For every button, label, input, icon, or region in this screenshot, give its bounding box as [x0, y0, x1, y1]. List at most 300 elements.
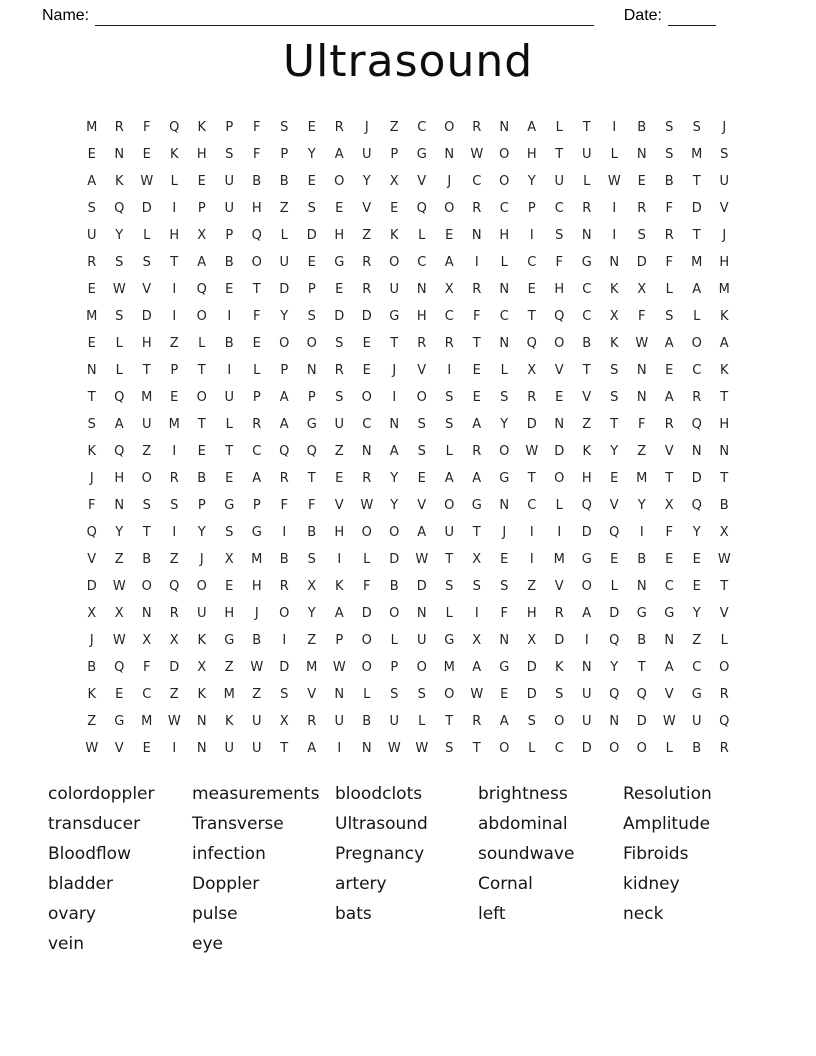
grid-letter: G	[471, 498, 482, 513]
grid-letter: Z	[527, 579, 537, 594]
grid-letter: O	[361, 525, 372, 540]
grid-letter: G	[499, 660, 510, 675]
grid-letter: Q	[609, 525, 620, 540]
grid-letter: U	[279, 255, 289, 270]
grid-letter: N	[114, 498, 125, 513]
grid-letter: R	[582, 201, 592, 216]
grid-letter: E	[197, 174, 206, 189]
grid-letter: C	[444, 309, 454, 324]
grid-letter: P	[170, 363, 179, 378]
grid-letter: R	[692, 390, 702, 405]
grid-letter: T	[472, 525, 481, 540]
grid-letter: T	[582, 363, 591, 378]
grid-letter: C	[362, 417, 372, 432]
grid-letter: U	[224, 201, 234, 216]
grid-letter: R	[334, 363, 344, 378]
grid-letter: M	[636, 471, 648, 486]
grid-letter: D	[334, 309, 345, 324]
grid-letter: L	[225, 417, 233, 432]
grid-row	[78, 303, 738, 330]
grid-letter: F	[555, 255, 563, 270]
grid-letter: L	[390, 633, 398, 648]
grid-letter: I	[337, 552, 342, 567]
grid-letter: T	[472, 336, 481, 351]
grid-letter: H	[719, 255, 730, 270]
grid-letter: N	[499, 633, 510, 648]
grid-letter: D	[691, 471, 702, 486]
grid-letter: B	[389, 579, 399, 594]
grid-letter: Y	[115, 525, 124, 540]
word-list-item: colordoppler	[48, 784, 155, 804]
grid-letter: D	[636, 255, 647, 270]
grid-letter: O	[581, 579, 592, 594]
grid-letter: L	[253, 363, 261, 378]
grid-letter: G	[306, 417, 317, 432]
grid-letter: G	[251, 525, 262, 540]
grid-letter: X	[444, 282, 454, 297]
grid-letter: L	[610, 579, 618, 594]
grid-row	[78, 438, 738, 465]
grid-letter: L	[583, 174, 591, 189]
grid-letter: L	[665, 282, 673, 297]
grid-letter: N	[664, 633, 675, 648]
word-list-item: Bloodflow	[48, 844, 131, 864]
grid-letter: L	[665, 741, 673, 756]
word-list-item: pulse	[192, 904, 238, 924]
grid-letter: R	[527, 390, 537, 405]
grid-letter: Q	[719, 714, 730, 729]
grid-letter: R	[307, 714, 317, 729]
grid-letter: W	[85, 741, 99, 756]
grid-letter: O	[389, 525, 400, 540]
grid-letter: O	[361, 660, 372, 675]
grid-letter: T	[472, 741, 481, 756]
grid-letter: Z	[252, 687, 262, 702]
grid-letter: N	[581, 228, 592, 243]
grid-letter: E	[445, 228, 454, 243]
grid-letter: D	[636, 714, 647, 729]
grid-letter: Y	[307, 606, 316, 621]
grid-letter: B	[307, 525, 317, 540]
grid-letter: P	[280, 363, 289, 378]
word-list-item: vein	[48, 934, 85, 954]
grid-letter: T	[197, 363, 206, 378]
grid-letter: T	[720, 390, 729, 405]
grid-letter: Y	[390, 498, 399, 513]
grid-letter: V	[664, 687, 674, 702]
grid-letter: V	[417, 363, 427, 378]
grid-letter: E	[390, 201, 399, 216]
grid-letter: T	[555, 147, 564, 162]
grid-letter: U	[444, 525, 454, 540]
grid-letter: A	[582, 606, 592, 621]
grid-letter: L	[500, 363, 508, 378]
grid-letter: R	[279, 471, 289, 486]
grid-letter: N	[334, 687, 345, 702]
grid-letter: N	[499, 498, 510, 513]
grid-letter: W	[415, 552, 429, 567]
grid-letter: Q	[196, 282, 207, 297]
grid-letter: X	[169, 633, 179, 648]
grid-letter: H	[554, 282, 565, 297]
grid-letter: Q	[581, 498, 592, 513]
grid-letter: G	[444, 633, 455, 648]
grid-letter: X	[224, 552, 234, 567]
grid-letter: G	[499, 471, 510, 486]
grid-letter: F	[638, 417, 646, 432]
grid-letter: K	[114, 174, 124, 189]
grid-letter: V	[719, 201, 729, 216]
grid-letter: S	[417, 417, 426, 432]
grid-letter: S	[170, 498, 179, 513]
grid-letter: X	[87, 606, 97, 621]
grid-letter: F	[500, 606, 508, 621]
grid-letter: L	[363, 552, 371, 567]
grid-letter: O	[389, 255, 400, 270]
grid-letter: B	[637, 120, 647, 135]
grid-letter: C	[582, 282, 592, 297]
grid-letter: S	[610, 390, 619, 405]
grid-letter: O	[499, 741, 510, 756]
grid-letter: O	[279, 336, 290, 351]
grid-letter: U	[581, 147, 592, 162]
grid-letter: G	[114, 714, 125, 729]
grid-letter: O	[609, 741, 620, 756]
grid-letter: N	[416, 606, 427, 621]
grid-letter: L	[445, 444, 453, 459]
word-list-item: Pregnancy	[335, 844, 425, 864]
grid-letter: V	[582, 390, 592, 405]
grid-letter: S	[142, 255, 151, 270]
grid-letter: B	[692, 741, 702, 756]
word-list-item: Ultrasound	[335, 814, 428, 834]
grid-letter: F	[473, 309, 481, 324]
grid-letter: W	[360, 498, 374, 513]
grid-letter: B	[142, 552, 152, 567]
grid-letter: N	[636, 579, 647, 594]
grid-letter: S	[417, 687, 426, 702]
grid-letter: H	[251, 201, 262, 216]
grid-letter: N	[114, 147, 125, 162]
grid-letter: T	[225, 444, 234, 459]
grid-letter: C	[417, 255, 427, 270]
grid-letter: Y	[307, 147, 316, 162]
grid-letter: G	[691, 687, 702, 702]
grid-letter: S	[87, 201, 96, 216]
grid-letter: L	[445, 606, 453, 621]
grid-letter: I	[529, 525, 534, 540]
grid-letter: E	[87, 282, 96, 297]
grid-letter: C	[527, 498, 537, 513]
grid-letter: X	[307, 579, 317, 594]
word-list	[48, 779, 778, 959]
grid-letter: G	[636, 606, 647, 621]
grid-letter: O	[444, 120, 455, 135]
grid-letter: Y	[280, 309, 289, 324]
grid-letter: B	[637, 633, 647, 648]
grid-letter: T	[692, 228, 701, 243]
grid-letter: H	[334, 228, 345, 243]
grid-letter: O	[719, 660, 730, 675]
grid-letter: S	[445, 417, 454, 432]
grid-letter: E	[362, 363, 371, 378]
grid-letter: W	[112, 579, 126, 594]
grid-letter: S	[665, 147, 674, 162]
grid-letter: Q	[691, 417, 702, 432]
grid-letter: Q	[636, 687, 647, 702]
grid-letter: Z	[389, 120, 399, 135]
grid-letter: L	[555, 498, 563, 513]
grid-letter: L	[143, 228, 151, 243]
grid-letter: V	[334, 498, 344, 513]
grid-letter: R	[472, 201, 482, 216]
grid-row	[78, 114, 738, 141]
grid-letter: U	[581, 714, 592, 729]
word-list-item: Doppler	[192, 874, 260, 894]
grid-letter: G	[224, 498, 235, 513]
grid-letter: N	[306, 363, 317, 378]
grid-letter: I	[227, 309, 232, 324]
word-list-item: Amplitude	[623, 814, 711, 834]
word-list-item: left	[478, 904, 506, 924]
grid-letter: R	[334, 120, 344, 135]
grid-letter: M	[443, 660, 455, 675]
grid-letter: H	[224, 606, 235, 621]
grid-letter: F	[88, 498, 96, 513]
grid-letter: O	[554, 471, 565, 486]
name-blank-line	[95, 6, 594, 26]
grid-letter: S	[417, 444, 426, 459]
grid-letter: S	[390, 687, 399, 702]
grid-letter: J	[254, 606, 259, 621]
grid-letter: A	[87, 174, 97, 189]
grid-letter: U	[224, 741, 234, 756]
grid-letter: N	[141, 606, 152, 621]
grid-letter: H	[114, 471, 125, 486]
grid-letter: B	[252, 633, 262, 648]
grid-letter: B	[582, 336, 592, 351]
grid-letter: N	[86, 363, 97, 378]
grid-letter: O	[361, 390, 372, 405]
grid-letter: E	[500, 552, 509, 567]
grid-letter: O	[499, 174, 510, 189]
grid-letter: A	[334, 147, 344, 162]
grid-letter: F	[253, 147, 261, 162]
grid-letter: E	[225, 282, 234, 297]
grid-letter: I	[639, 525, 644, 540]
grid-letter: I	[474, 255, 479, 270]
grid-letter: E	[335, 471, 344, 486]
grid-row	[78, 627, 738, 654]
grid-letter: S	[500, 579, 509, 594]
grid-letter: D	[526, 660, 537, 675]
word-list-item: artery	[335, 874, 387, 894]
grid-letter: R	[472, 282, 482, 297]
grid-letter: Q	[114, 390, 125, 405]
word-list-column	[623, 779, 763, 959]
grid-letter: S	[307, 309, 316, 324]
grid-letter: O	[334, 174, 345, 189]
grid-letter: X	[527, 363, 537, 378]
grid-letter: Q	[554, 309, 565, 324]
grid-letter: N	[499, 282, 510, 297]
grid-letter: A	[664, 336, 674, 351]
word-search-grid	[78, 114, 738, 762]
grid-letter: S	[610, 363, 619, 378]
word-list-item: abdominal	[478, 814, 568, 834]
grid-letter: A	[279, 417, 289, 432]
grid-row	[78, 465, 738, 492]
grid-letter: H	[334, 525, 345, 540]
grid-letter: Z	[279, 201, 289, 216]
grid-letter: W	[662, 714, 676, 729]
grid-letter: H	[416, 309, 427, 324]
grid-letter: E	[555, 390, 564, 405]
grid-row	[78, 276, 738, 303]
grid-letter: E	[665, 363, 674, 378]
grid-letter: C	[499, 201, 509, 216]
grid-letter: Z	[224, 660, 234, 675]
grid-letter: T	[720, 579, 729, 594]
word-list-item: bladder	[48, 874, 113, 894]
grid-letter: V	[719, 606, 729, 621]
grid-letter: T	[252, 282, 261, 297]
grid-letter: W	[112, 282, 126, 297]
grid-letter: D	[691, 201, 702, 216]
grid-letter: S	[280, 120, 289, 135]
grid-letter: S	[225, 147, 234, 162]
grid-letter: E	[115, 687, 124, 702]
grid-letter: S	[445, 579, 454, 594]
grid-letter: S	[115, 309, 124, 324]
grid-letter: B	[279, 552, 289, 567]
grid-letter: S	[280, 687, 289, 702]
grid-letter: A	[417, 525, 427, 540]
grid-letter: M	[306, 660, 318, 675]
grid-letter: E	[225, 471, 234, 486]
grid-letter: O	[499, 444, 510, 459]
grid-letter: X	[472, 633, 482, 648]
grid-row	[78, 546, 738, 573]
grid-letter: D	[389, 552, 400, 567]
grid-letter: I	[474, 606, 479, 621]
grid-letter: Y	[500, 417, 509, 432]
grid-letter: P	[335, 633, 344, 648]
grid-letter: P	[225, 228, 234, 243]
grid-letter: E	[417, 471, 426, 486]
grid-letter: Z	[169, 552, 179, 567]
grid-letter: J	[364, 120, 369, 135]
grid-letter: F	[143, 120, 151, 135]
grid-letter: M	[691, 147, 703, 162]
grid-letter: Z	[169, 336, 179, 351]
grid-letter: H	[196, 147, 207, 162]
grid-letter: G	[224, 633, 235, 648]
grid-letter: O	[416, 660, 427, 675]
grid-letter: A	[114, 417, 124, 432]
grid-letter: E	[472, 390, 481, 405]
grid-letter: N	[636, 390, 647, 405]
grid-letter: L	[693, 309, 701, 324]
grid-letter: T	[692, 174, 701, 189]
grid-letter: S	[87, 417, 96, 432]
grid-letter: S	[527, 714, 536, 729]
word-list-item: transducer	[48, 814, 141, 834]
grid-letter: R	[664, 417, 674, 432]
grid-letter: B	[197, 471, 207, 486]
grid-letter: K	[169, 147, 179, 162]
grid-letter: S	[720, 147, 729, 162]
grid-letter: C	[582, 309, 592, 324]
grid-letter: Q	[169, 120, 180, 135]
word-list-item: bats	[335, 904, 372, 924]
grid-letter: Y	[692, 606, 701, 621]
grid-letter: I	[529, 552, 534, 567]
grid-letter: D	[279, 282, 290, 297]
grid-letter: X	[279, 714, 289, 729]
grid-letter: V	[664, 444, 674, 459]
grid-letter: M	[553, 552, 565, 567]
grid-letter: R	[719, 741, 729, 756]
grid-letter: F	[363, 579, 371, 594]
grid-letter: S	[665, 309, 674, 324]
name-label: Name:	[42, 7, 90, 24]
grid-letter: Z	[582, 417, 592, 432]
grid-letter: R	[362, 471, 372, 486]
grid-letter: S	[307, 552, 316, 567]
grid-letter: P	[197, 498, 206, 513]
grid-row	[78, 411, 738, 438]
grid-letter: U	[416, 633, 427, 648]
grid-letter: E	[225, 579, 234, 594]
grid-letter: A	[719, 336, 729, 351]
grid-letter: O	[554, 714, 565, 729]
grid-letter: C	[664, 579, 674, 594]
grid-letter: I	[447, 363, 452, 378]
grid-letter: N	[499, 120, 510, 135]
grid-letter: O	[141, 471, 152, 486]
grid-letter: B	[87, 660, 97, 675]
grid-letter: E	[610, 471, 619, 486]
grid-letter: F	[665, 525, 673, 540]
grid-row	[78, 357, 738, 384]
grid-letter: W	[167, 714, 181, 729]
grid-letter: D	[279, 660, 290, 675]
grid-letter: U	[251, 741, 262, 756]
grid-letter: W	[387, 741, 401, 756]
grid-letter: F	[665, 201, 673, 216]
grid-letter: C	[252, 444, 262, 459]
grid-letter: Q	[306, 444, 317, 459]
grid-letter: T	[390, 336, 399, 351]
grid-letter: E	[500, 687, 509, 702]
grid-letter: Q	[691, 498, 702, 513]
grid-letter: T	[280, 741, 289, 756]
word-list-item: infection	[192, 844, 266, 864]
grid-letter: M	[251, 552, 263, 567]
grid-letter: M	[86, 309, 98, 324]
grid-letter: N	[609, 714, 620, 729]
grid-letter: D	[86, 579, 97, 594]
word-list-item: Resolution	[623, 784, 712, 804]
grid-letter: A	[252, 471, 262, 486]
grid-letter: I	[557, 525, 562, 540]
grid-letter: W	[250, 660, 264, 675]
grid-letter: W	[332, 660, 346, 675]
grid-letter: Q	[114, 444, 125, 459]
grid-letter: U	[141, 417, 152, 432]
grid-row	[78, 735, 738, 762]
